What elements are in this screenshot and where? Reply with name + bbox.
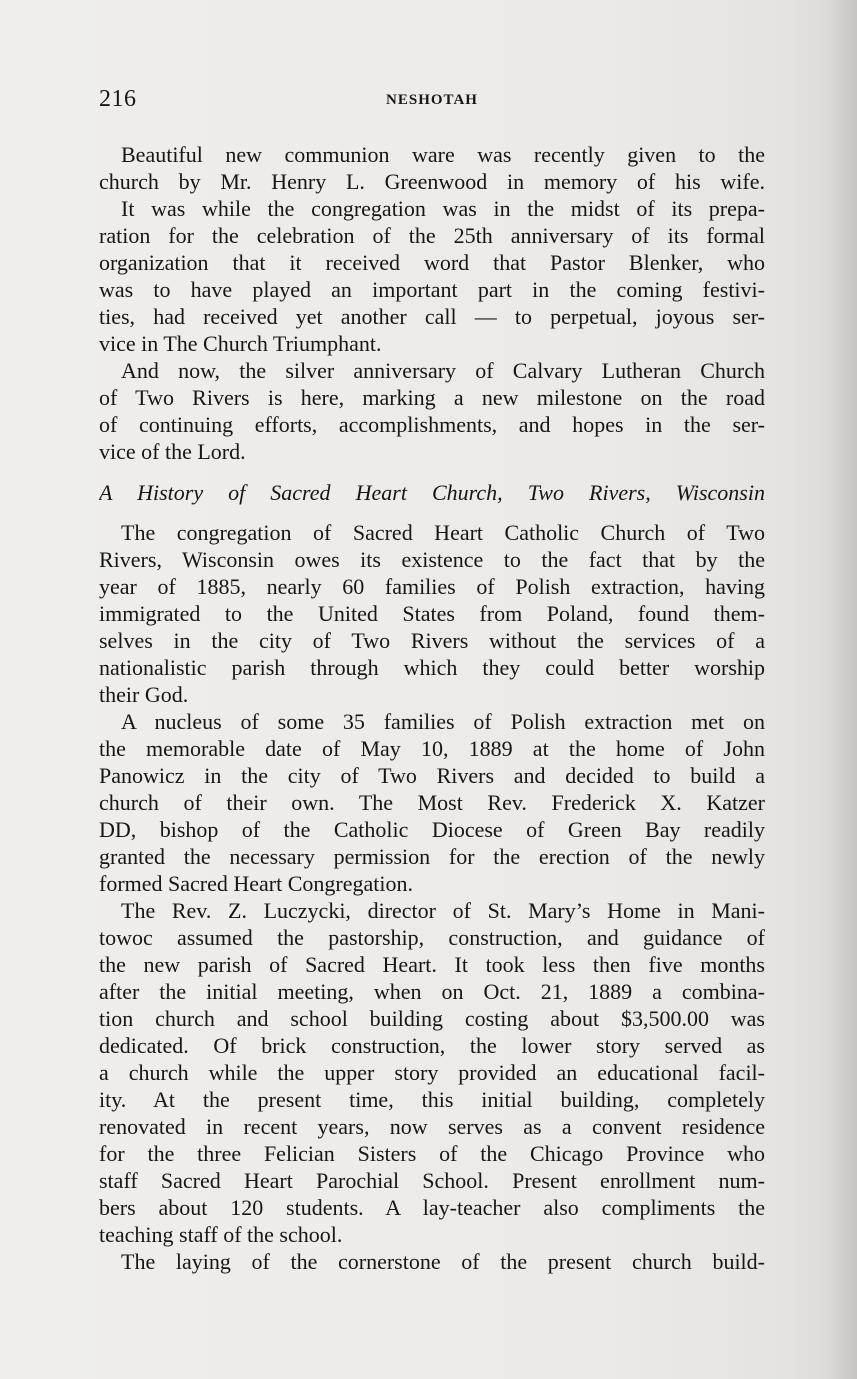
text-line: dedicated. Of brick construction, the lower story served as xyxy=(99,1033,765,1058)
text-line: after the initial meeting, when on Oct. 21, 1889 a combina- xyxy=(99,979,765,1004)
text-line: was to have played an important part in the coming festivi- xyxy=(99,277,765,302)
text-line: of Two Rivers is here, marking a new milestone on the road xyxy=(99,385,765,410)
text-line: selves in the city of Two Rivers without the services of a xyxy=(99,628,765,653)
text-line: the new parish of Sacred Heart. It took less then five months xyxy=(99,952,765,977)
text-line: immigrated to the United States from Poland, found them- xyxy=(99,601,765,626)
page-edge-shadow xyxy=(827,0,857,1379)
text-line: Beautiful new communion ware was recently given to the xyxy=(121,142,765,167)
text-line: ity. At the present time, this initial building, completely xyxy=(99,1087,765,1112)
running-head xyxy=(99,86,765,118)
text-line: a church while the upper story provided an educational facil- xyxy=(99,1060,765,1085)
text-line: for the three Felician Sisters of the Chicago Province who xyxy=(99,1141,765,1166)
text-line: The laying of the cornerstone of the present church build- xyxy=(121,1249,765,1274)
text-line: A nucleus of some 35 families of Polish extraction met on xyxy=(121,709,765,734)
text-line: the memorable date of May 10, 1889 at the home of John xyxy=(99,736,765,761)
text-line: vice of the Lord. xyxy=(99,439,246,464)
text-line: of continuing efforts, accomplishments, and hopes in the ser- xyxy=(99,412,765,437)
body-text xyxy=(99,141,765,1275)
page-number: 216 xyxy=(99,86,137,112)
text-line: The Rev. Z. Luczycki, director of St. Mary’s Home in Mani- xyxy=(121,898,765,923)
text-line: church by Mr. Henry L. Greenwood in memory of his wife. xyxy=(99,169,765,194)
text-line: granted the necessary permission for the erection of the newly xyxy=(99,844,765,869)
text-line: formed Sacred Heart Congregation. xyxy=(99,871,413,896)
text-line: their God. xyxy=(99,682,189,707)
text-line: year of 1885, nearly 60 families of Polish extraction, having xyxy=(99,574,765,599)
text-line: ration for the celebration of the 25th anniversary of its formal xyxy=(99,223,765,248)
section-heading: A History of Sacred Heart Church, Two Rivers, Wisconsin xyxy=(99,480,765,505)
running-title: NESHOTAH xyxy=(386,92,478,108)
text-line: renovated in recent years, now serves as a convent residence xyxy=(99,1114,765,1139)
text-line: tion church and school building costing about $3,500.00 was xyxy=(99,1006,765,1031)
text-line: Rivers, Wisconsin owes its existence to the fact that by the xyxy=(99,547,765,572)
text-line: church of their own. The Most Rev. Frederick X. Katzer xyxy=(99,790,765,815)
text-line: Panowicz in the city of Two Rivers and decided to build a xyxy=(99,763,765,788)
text-line: towoc assumed the pastorship, construction, and guidance of xyxy=(99,925,765,950)
text-line: And now, the silver anniversary of Calvary Lutheran Church xyxy=(121,358,765,383)
text-line: teaching staff of the school. xyxy=(99,1222,343,1247)
text-line: DD, bishop of the Catholic Diocese of Green Bay readily xyxy=(99,817,765,842)
text-line: organization that it received word that Pastor Blenker, who xyxy=(99,250,765,275)
text-line: ties, had received yet another call — to perpetual, joyous ser- xyxy=(99,304,765,329)
text-line: bers about 120 students. A lay-teacher also compliments the xyxy=(99,1195,765,1220)
text-line: vice in The Church Triumphant. xyxy=(99,331,382,356)
text-line: It was while the congregation was in the midst of its prepa- xyxy=(121,196,765,221)
text-line: The congregation of Sacred Heart Catholic Church of Two xyxy=(121,520,765,545)
text-line: staff Sacred Heart Parochial School. Present enrollment num- xyxy=(99,1168,765,1193)
text-line: nationalistic parish through which they could better worship xyxy=(99,655,765,680)
